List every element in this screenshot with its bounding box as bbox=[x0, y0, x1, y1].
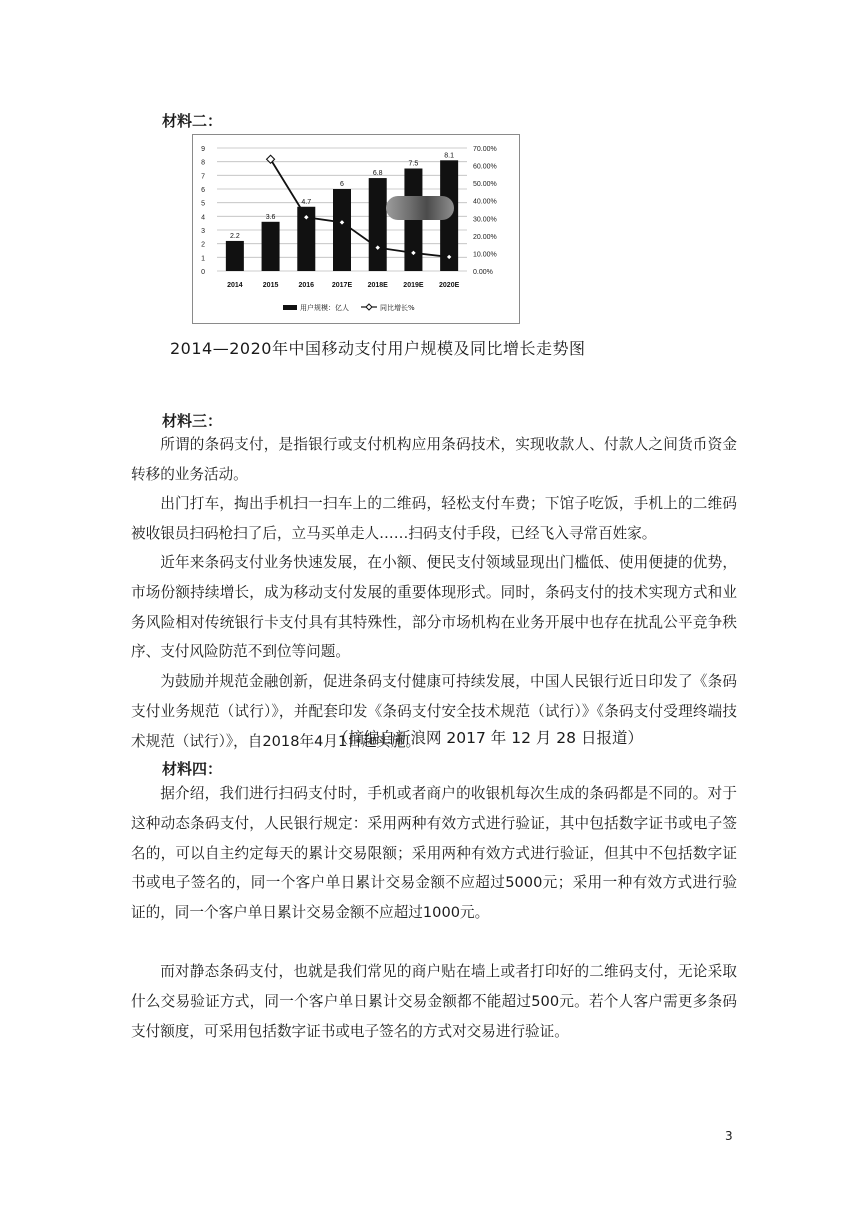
material4-heading: 材料四： bbox=[162, 760, 223, 778]
material3-paragraph-2: 出门打车，掏出手机扫一扫车上的二维码，轻松支付车费；下馆子吃饭，手机上的二维码被收银员扫码枪扫了后，立马买单走人……扫码支付手段，已经飞入寻常百姓家。 bbox=[131, 495, 737, 542]
y-left-tick-label: 4 bbox=[201, 214, 205, 222]
y-left-tick-label: 9 bbox=[201, 146, 205, 153]
x-tick-label: 2016 bbox=[298, 282, 315, 289]
bar-data-label: 2.2 bbox=[229, 232, 240, 240]
y-right-tick-label: 20.00% bbox=[473, 233, 497, 241]
y-left-tick-label: 3 bbox=[201, 228, 205, 235]
material3-paragraph-1: 所谓的条码支付，是指银行或支付机构应用条码技术，实现收款人、付款人之间货币资金转移的业务活动。 bbox=[131, 436, 737, 483]
blurred-smudge bbox=[386, 196, 454, 220]
user-scale-chart bbox=[193, 135, 519, 323]
legend-line-label: 同比增长% bbox=[380, 304, 415, 312]
material3-heading: 材料三： bbox=[162, 412, 223, 430]
bar-data-label: 4.7 bbox=[301, 198, 312, 206]
bar-data-label: 6 bbox=[340, 181, 344, 188]
legend-bar-swatch bbox=[283, 305, 297, 310]
y-left-tick-label: 5 bbox=[201, 200, 205, 208]
bar-data-label: 7.5 bbox=[408, 160, 419, 168]
x-tick-label: 2017E bbox=[331, 282, 353, 289]
bar bbox=[226, 241, 244, 271]
chart-caption: 2014—2020年中国移动支付用户规模及同比增长走势图 bbox=[170, 339, 586, 358]
page-number: 3 bbox=[725, 1129, 733, 1143]
legend-bar-label: 用户规模：亿人 bbox=[300, 304, 349, 312]
x-tick-label: 2018E bbox=[367, 282, 388, 289]
y-left-tick-label: 1 bbox=[201, 255, 205, 263]
bar-data-label: 3.6 bbox=[265, 213, 276, 221]
material4-paragraph-1: 据介绍，我们进行扫码支付时，手机或者商户的收银机每次生成的条码都是不同的。对于这种动态条码支付，人民银行规定：采用两种有效方式进行验证，其中包括数字证书或电子签名的，可以自主约定每天的累计交易限额；采用两种有效方式进行验证，但其中不包括数字证书或电子签名的，同一个客户单日累计交易金额不应超过5000元；采用一种有效方式进行验证的，同一个客户单日累计交易金额不应超过1000元。 bbox=[131, 785, 737, 922]
x-tick-label: 2020E bbox=[439, 282, 460, 289]
y-right-tick-label: 30.00% bbox=[473, 216, 497, 224]
x-tick-label: 2014 bbox=[227, 282, 243, 289]
y-right-tick-label: 40.00% bbox=[473, 198, 497, 206]
bar-data-label: 8.1 bbox=[444, 152, 455, 160]
bar bbox=[369, 178, 387, 271]
bar bbox=[262, 222, 280, 271]
material4-paragraph-2: 而对静态条码支付，也就是我们常见的商户贴在墙上或者打印好的二维码支付，无论采取什么交易验证方式，同一个客户单日累计交易金额都不能超过500元。若个人客户需更多条码支付额度，可采用包括数字证书或电子签名的方式对交易进行验证。 bbox=[131, 963, 737, 1040]
y-right-tick-label: 0.00% bbox=[473, 269, 493, 276]
legend-line-marker bbox=[366, 304, 372, 310]
y-left-tick-label: 0 bbox=[201, 269, 205, 276]
bar bbox=[333, 189, 351, 271]
material2-heading: 材料二： bbox=[162, 112, 223, 130]
y-left-tick-label: 2 bbox=[201, 241, 205, 249]
y-right-tick-label: 70.00% bbox=[473, 146, 497, 153]
y-right-tick-label: 60.00% bbox=[473, 163, 497, 171]
x-tick-label: 2019E bbox=[403, 282, 424, 289]
y-left-tick-label: 6 bbox=[201, 187, 205, 194]
chart-frame bbox=[192, 134, 520, 324]
y-right-tick-label: 50.00% bbox=[473, 181, 497, 189]
y-right-tick-label: 10.00% bbox=[473, 251, 497, 259]
x-tick-label: 2015 bbox=[262, 282, 279, 289]
y-left-tick-label: 7 bbox=[201, 173, 205, 181]
y-left-tick-label: 8 bbox=[201, 159, 205, 167]
bar-data-label: 6.8 bbox=[372, 170, 383, 178]
source-note: （摘编自新浪网 2017 年 12 月 28 日报道） bbox=[333, 729, 643, 747]
material3-paragraph-3: 近年来条码支付业务快速发展，在小额、便民支付领域显现出门槛低、使用便捷的优势，市场份额持续增长，成为移动支付发展的重要体现形式。同时，条码支付的技术实现方式和业务风险相对传统银行卡支付具有其特殊性，部分市场机构在业务开展中也存在扰乱公平竞争秩序、支付风险防范不到位等问题。 bbox=[131, 554, 737, 661]
material3-paragraph-4: 为鼓励并规范金融创新，促进条码支付健康可持续发展，中国人民银行近日印发了《条码支付业务规范（试行）》，并配套印发《条码支付安全技术规范（试行）》《条码支付受理终端技术规范（试行）》，自2018年4月1日起实施。 bbox=[131, 673, 737, 750]
